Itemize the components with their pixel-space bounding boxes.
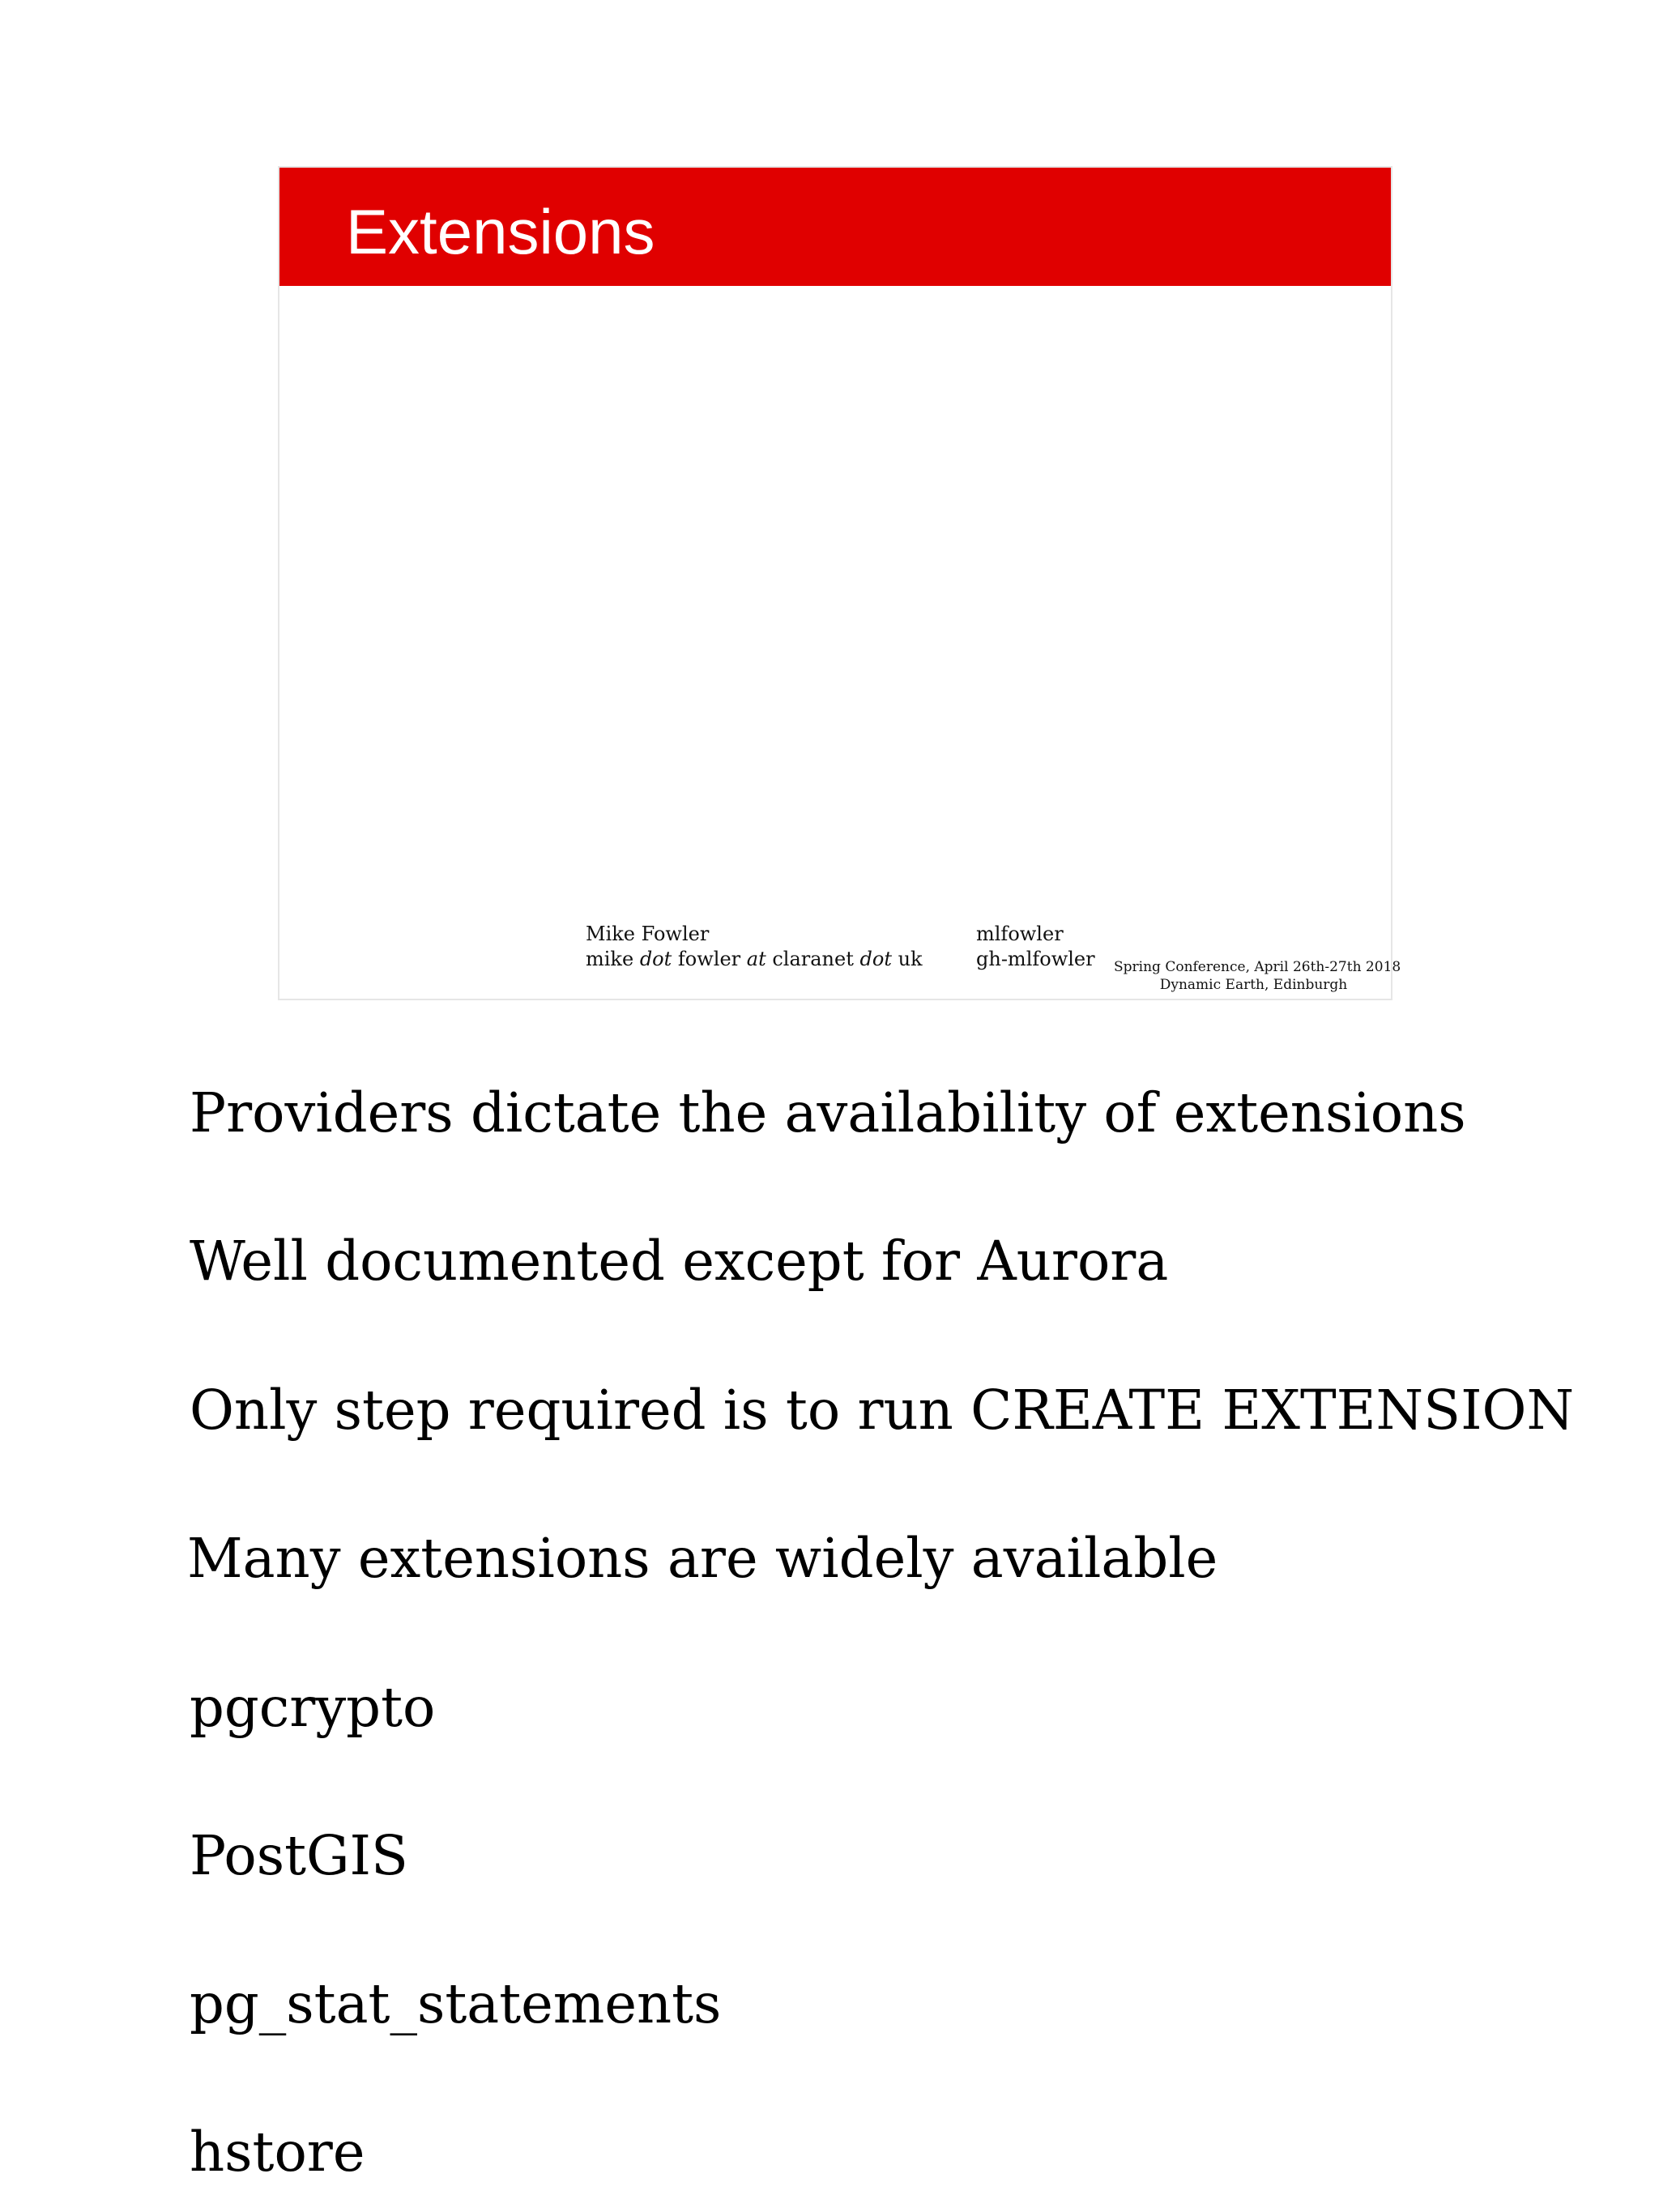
event-venue: Dynamic Earth, Edinburgh bbox=[1159, 977, 1348, 993]
twitter-handle: mlfowler bbox=[976, 923, 1064, 945]
slide-thumbnail bbox=[278, 166, 1401, 1000]
author-email: mike dot fowler at claranet dot uk bbox=[586, 948, 923, 970]
note-line: hstore bbox=[190, 2120, 365, 2184]
note-line: PostGIS bbox=[190, 1824, 408, 1887]
note-line: Well documented except for Aurora bbox=[190, 1230, 1169, 1293]
slide-header-bar bbox=[279, 168, 1391, 286]
note-line: Providers dictate the availability of extensions bbox=[190, 1081, 1466, 1144]
event-name: Spring Conference, April 26th-27th 2018 bbox=[1114, 959, 1401, 975]
note-line: Many extensions are widely available bbox=[187, 1527, 1218, 1590]
github-handle: gh-mlfowler bbox=[976, 948, 1095, 970]
slide-title: Extensions bbox=[346, 196, 655, 267]
note-line: Only step required is to run CREATE EXTENSION bbox=[190, 1379, 1575, 1442]
note-line: pgcrypto bbox=[190, 1676, 436, 1739]
author-name: Mike Fowler bbox=[586, 923, 710, 945]
note-line: pg_stat_statements bbox=[190, 1972, 722, 2035]
